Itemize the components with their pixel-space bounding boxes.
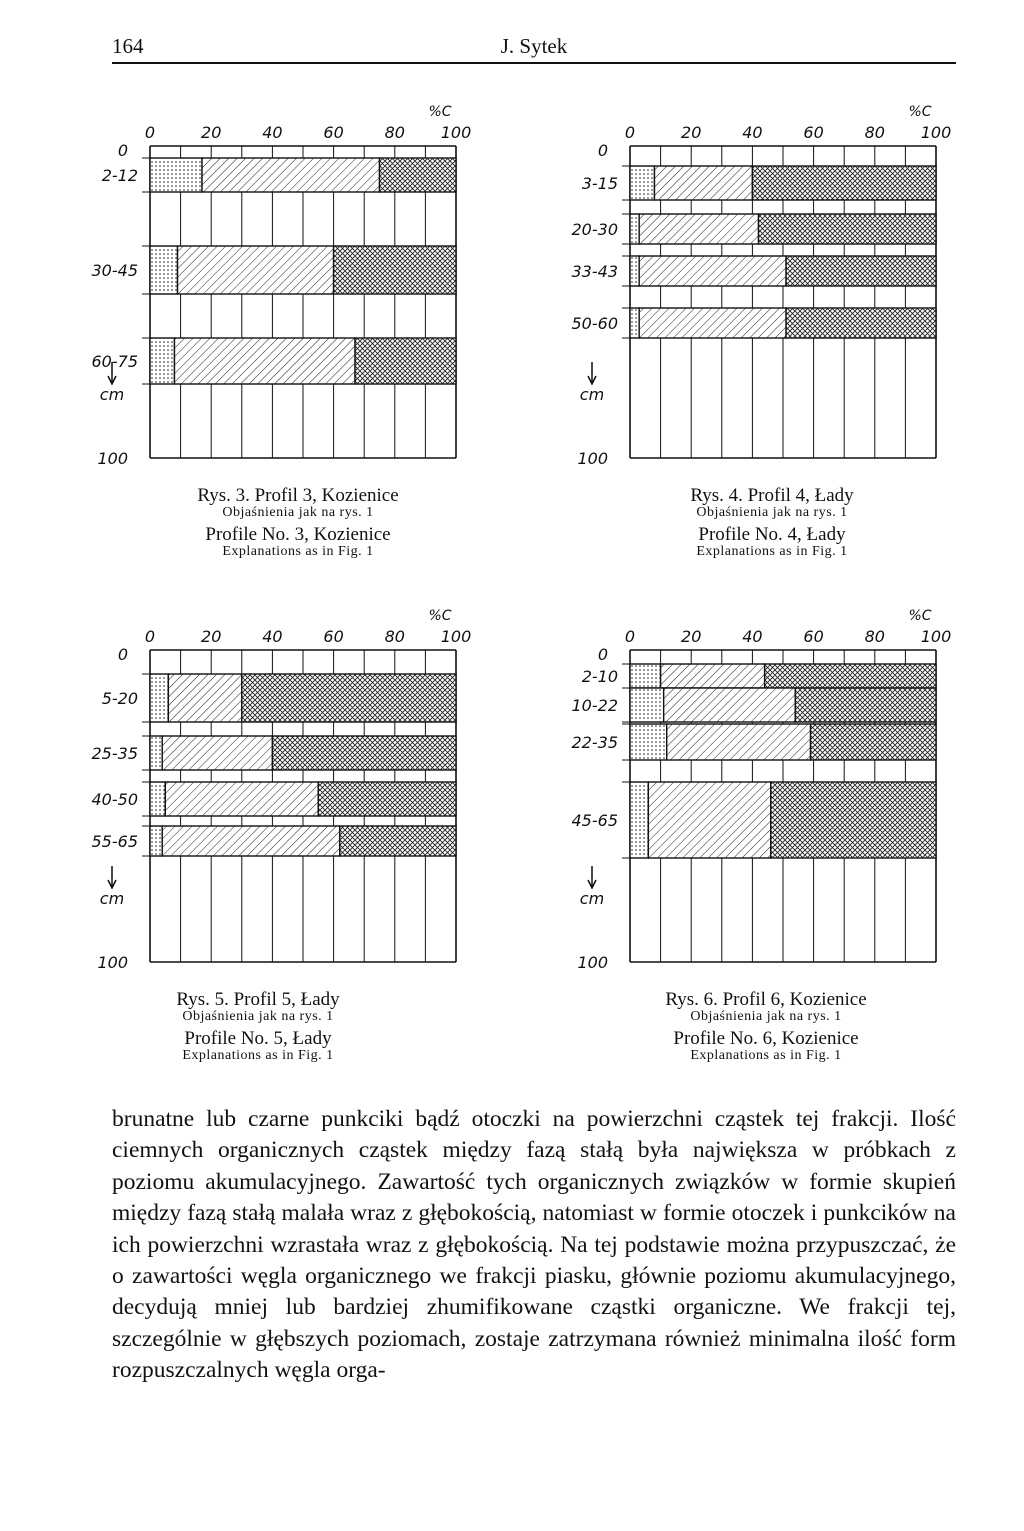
layer-depth-label: 20-30 — [571, 220, 618, 239]
layer-depth-label: 10-22 — [571, 696, 618, 715]
x-tick-label: 20 — [681, 123, 702, 142]
segment-dotted — [630, 724, 667, 760]
x-tick-label: 80 — [864, 627, 885, 646]
segment-crosshatched — [759, 214, 936, 244]
caption-rys-3 — [148, 486, 448, 559]
depth-arrow-icon — [108, 866, 116, 888]
caption-pl: Rys. 5. Profil 5, Łady — [176, 989, 340, 1010]
segment-hatched — [168, 674, 241, 722]
layer-depth-label: 22-35 — [571, 733, 618, 752]
layer-bar — [630, 256, 936, 286]
segment-crosshatched — [811, 724, 936, 760]
layer-depth-label: 2-12 — [101, 166, 138, 185]
caption-en-sub: Explanations as in Fig. 1 — [222, 543, 374, 559]
x-tick-label: 80 — [384, 123, 405, 142]
layer-bar — [150, 736, 456, 770]
depth-arrow-icon — [588, 866, 596, 888]
x-tick-label: 0 — [624, 627, 636, 646]
x-unit-label: %C — [428, 608, 452, 624]
segment-crosshatched — [355, 338, 456, 384]
segment-hatched — [162, 736, 272, 770]
x-unit-label: %C — [428, 104, 452, 120]
caption-pl-sub: Objaśnienia jak na rys. 1 — [690, 1008, 842, 1024]
layer-bar — [630, 166, 936, 200]
x-tick-label: 80 — [384, 627, 405, 646]
x-tick-label: 20 — [201, 123, 222, 142]
y-top-label: 0 — [117, 141, 128, 160]
segment-dotted — [630, 256, 639, 286]
y-unit-label: cm — [579, 889, 605, 908]
segment-hatched — [639, 256, 786, 286]
caption-en-sub: Explanations as in Fig. 1 — [690, 1047, 842, 1063]
segment-dotted — [630, 308, 639, 338]
caption-en-sub: Explanations as in Fig. 1 — [696, 543, 848, 559]
y-unit-label: cm — [99, 889, 125, 908]
caption-pl-sub: Objaśnienia jak na rys. 1 — [222, 504, 374, 520]
x-tick-label: 60 — [803, 123, 824, 142]
segment-dotted — [150, 826, 162, 856]
y-unit-label: cm — [99, 385, 125, 404]
segment-hatched — [165, 782, 318, 816]
x-tick-label: 40 — [262, 627, 283, 646]
depth-arrow-icon — [588, 362, 596, 384]
layer-bar — [150, 246, 456, 294]
layer-bar — [150, 826, 456, 856]
caption-pl: Rys. 3. Profil 3, Kozienice — [197, 485, 399, 506]
body-text — [112, 1104, 956, 1387]
running-author: J. Sytek — [500, 34, 568, 58]
segment-dotted — [150, 246, 178, 294]
segment-crosshatched — [765, 664, 936, 688]
y-bottom-label: 100 — [577, 449, 608, 468]
segment-hatched — [178, 246, 334, 294]
caption-en: Profile No. 4, Łady — [698, 523, 846, 545]
segment-hatched — [664, 688, 796, 722]
segment-hatched — [661, 664, 765, 688]
caption-pl-sub: Objaśnienia jak na rys. 1 — [696, 504, 848, 520]
caption-en: Profile No. 6, Kozienice — [673, 1027, 859, 1049]
caption-en: Profile No. 3, Kozienice — [205, 523, 391, 545]
layer-depth-label: 25-35 — [91, 744, 138, 763]
x-tick-label: 0 — [144, 627, 156, 646]
layer-depth-label: 3-15 — [581, 174, 618, 193]
caption-pl-sub: Objaśnienia jak na rys. 1 — [182, 1008, 334, 1024]
layer-depth-label: 60-75 — [91, 352, 138, 371]
segment-dotted — [630, 166, 654, 200]
y-bottom-label: 100 — [97, 449, 128, 468]
running-header — [112, 28, 956, 64]
segment-crosshatched — [318, 782, 456, 816]
layer-depth-label: 40-50 — [91, 790, 138, 809]
caption-pl: Rys. 4. Profil 4, Łady — [690, 485, 854, 506]
x-tick-label: 100 — [440, 627, 472, 646]
caption-en: Profile No. 5, Łady — [184, 1027, 332, 1049]
layer-bar — [630, 724, 936, 760]
x-tick-label: 40 — [262, 123, 283, 142]
y-bottom-label: 100 — [97, 953, 128, 972]
x-unit-label: %C — [908, 104, 932, 120]
layer-bar — [150, 782, 456, 816]
layer-bar — [630, 214, 936, 244]
segment-hatched — [174, 338, 355, 384]
caption-en-sub: Explanations as in Fig. 1 — [182, 1047, 334, 1063]
segment-hatched — [639, 214, 758, 244]
x-tick-label: 100 — [920, 627, 952, 646]
layer-depth-label: 50-60 — [571, 314, 618, 333]
layer-depth-label: 33-43 — [571, 262, 618, 281]
segment-dotted — [150, 674, 168, 722]
layer-depth-label: 5-20 — [101, 689, 138, 708]
caption-pl: Rys. 6. Profil 6, Kozienice — [665, 989, 867, 1010]
y-unit-label: cm — [579, 385, 605, 404]
segment-crosshatched — [795, 688, 936, 722]
x-tick-label: 100 — [440, 123, 472, 142]
segment-crosshatched — [786, 308, 936, 338]
body-paragraph: brunatne lub czarne punkciki bądź otoczki na powierzchni cząstek tej frakcji. Ilość ciemnych organicznych cząstek między fazą stałą była największa w próbkach z poziomu akumulacyjnego. Zawartość tych organicznych związków w formie skupień między fazą stałą malała wraz z głębokością, natomiast w formie otoczek i punkcików na ich powierzchni wzrastała wraz z głębokością. Na tej podstawie można przypuszczać, że o zawartości węgla organicznego we frakcji piasku, głównie poziomu akumulacyjnego, decydują mniej lub bardziej zhumifikowane cząstki organiczne. We frakcji tej, szczególnie w głębszych poziomach, zostaje zatrzymana również minimalna ilość form rozpuszczalnych węgla orga- — [112, 1106, 956, 1384]
segment-crosshatched — [380, 158, 457, 192]
x-tick-label: 80 — [864, 123, 885, 142]
segment-crosshatched — [242, 674, 456, 722]
layer-bar — [630, 782, 936, 858]
segment-dotted — [630, 688, 664, 722]
x-unit-label: %C — [908, 608, 932, 624]
layer-depth-label: 55-65 — [91, 832, 138, 851]
x-tick-label: 0 — [144, 123, 156, 142]
caption-rys-6 — [616, 990, 916, 1063]
x-tick-label: 60 — [803, 627, 824, 646]
layer-bar — [150, 338, 456, 384]
segment-hatched — [654, 166, 752, 200]
segment-hatched — [639, 308, 786, 338]
x-tick-label: 60 — [323, 123, 344, 142]
segment-dotted — [150, 158, 202, 192]
segment-dotted — [150, 736, 162, 770]
segment-hatched — [648, 782, 770, 858]
segment-dotted — [630, 664, 661, 688]
x-tick-label: 60 — [323, 627, 344, 646]
segment-dotted — [630, 782, 648, 858]
segment-hatched — [667, 724, 811, 760]
segment-dotted — [150, 338, 174, 384]
y-top-label: 0 — [117, 645, 128, 664]
segment-hatched — [162, 826, 339, 856]
layer-depth-label: 30-45 — [91, 261, 138, 280]
x-tick-label: 20 — [201, 627, 222, 646]
layer-bar — [630, 664, 936, 688]
segment-hatched — [202, 158, 379, 192]
segment-dotted — [150, 782, 165, 816]
y-top-label: 0 — [597, 645, 608, 664]
segment-crosshatched — [340, 826, 456, 856]
segment-crosshatched — [334, 246, 456, 294]
segment-dotted — [630, 214, 639, 244]
x-tick-label: 20 — [681, 627, 702, 646]
x-tick-label: 40 — [742, 123, 763, 142]
y-top-label: 0 — [597, 141, 608, 160]
x-tick-label: 100 — [920, 123, 952, 142]
segment-crosshatched — [771, 782, 936, 858]
layer-bar — [630, 688, 936, 722]
y-bottom-label: 100 — [577, 953, 608, 972]
segment-crosshatched — [752, 166, 936, 200]
x-tick-label: 0 — [624, 123, 636, 142]
x-tick-label: 40 — [742, 627, 763, 646]
segment-crosshatched — [272, 736, 456, 770]
layer-bar — [630, 308, 936, 338]
page-number: 164 — [112, 34, 144, 58]
layer-depth-label: 45-65 — [571, 811, 618, 830]
caption-rys-4 — [622, 486, 922, 559]
layer-bar — [150, 158, 456, 192]
layer-bar — [150, 674, 456, 722]
caption-rys-5 — [108, 990, 408, 1063]
layer-depth-label: 2-10 — [581, 667, 618, 686]
segment-crosshatched — [786, 256, 936, 286]
